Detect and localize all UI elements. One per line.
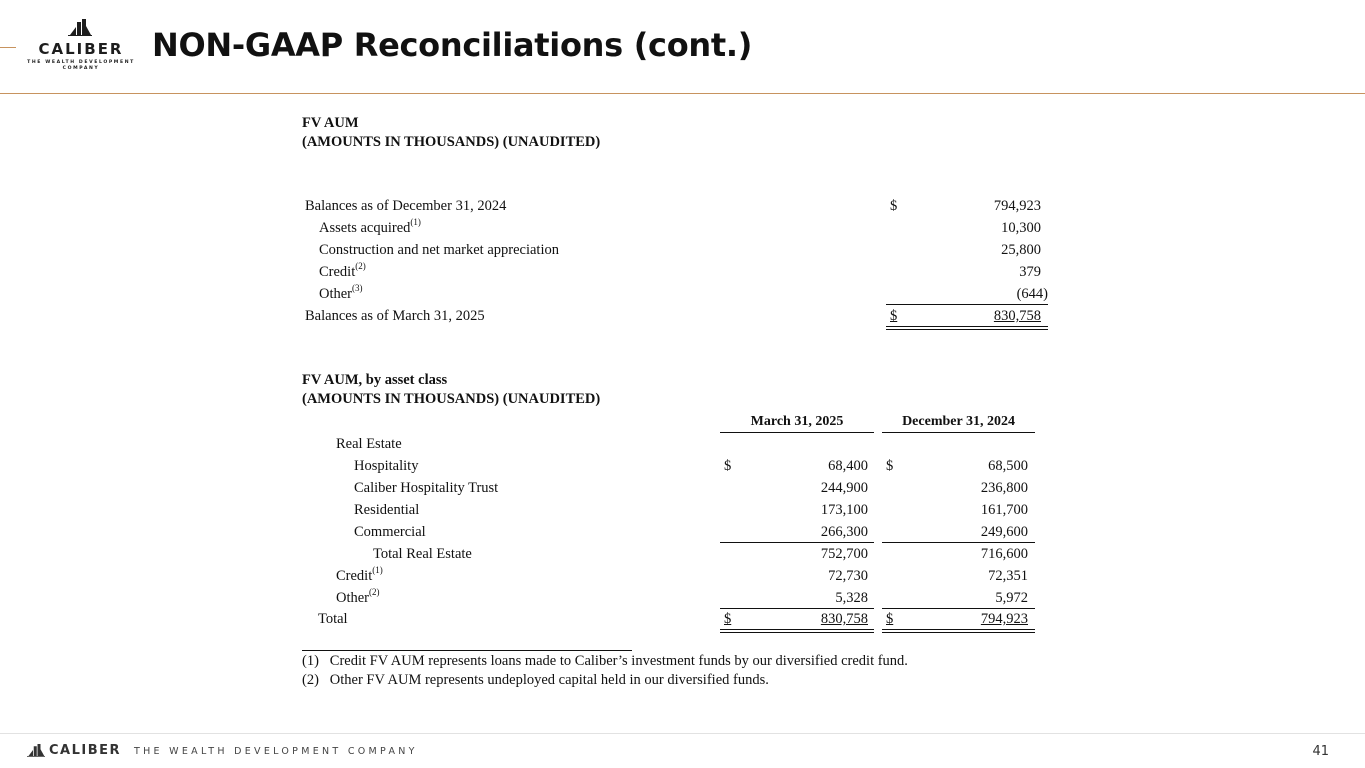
caliber-logo xyxy=(22,18,140,74)
table-cell-march: 266,300 xyxy=(820,524,868,540)
total-double-rule-bottom xyxy=(720,632,874,633)
section2-title xyxy=(302,371,600,409)
logo-tagline xyxy=(22,60,140,72)
table-row-label: Credit$^{(2)}$ xyxy=(319,261,366,280)
table-cell-value: (644) xyxy=(1016,286,1048,302)
table-row-label: Total Real Estate xyxy=(373,546,472,562)
subtotal-rule xyxy=(886,304,1048,305)
total-double-rule-top xyxy=(720,629,874,630)
table-row-label: Construction and net market appreciation xyxy=(319,242,559,258)
currency-symbol: $ xyxy=(886,611,894,627)
footnote-ref: (1) xyxy=(410,217,421,228)
table-cell-march: 5,328 xyxy=(835,590,868,606)
caliber-building-logo-icon xyxy=(27,743,45,757)
table-cell-value: 10,300 xyxy=(1001,220,1041,236)
table-cell-december: 716,600 xyxy=(980,546,1028,562)
footnote-1: (1) Credit FV AUM represents loans made to Caliber’s investment funds by our diversified credit fund. xyxy=(302,653,908,669)
footnote-ref: (2) xyxy=(355,261,366,272)
table-row-label: Hospitality xyxy=(354,458,419,474)
table-cell-december: 161,700 xyxy=(980,502,1028,518)
table-cell-march: 72,730 xyxy=(828,568,868,584)
logo-tagline-line1: THE WEALTH DEVELOPMENT xyxy=(27,60,135,65)
table-row-label: Commercial xyxy=(354,524,426,540)
total-double-rule-top xyxy=(882,629,1035,630)
section2-title-line1: FV AUM, by asset class xyxy=(302,372,448,388)
column-header-rule xyxy=(882,432,1035,433)
currency-symbol: $ xyxy=(886,458,894,474)
table-row-label: Other$^{(2)}$ xyxy=(336,587,380,606)
subtotal-rule xyxy=(882,608,1035,609)
column-header-march: March 31, 2025 xyxy=(750,414,844,429)
footnote-ref: (3) xyxy=(352,283,363,294)
currency-symbol: $ xyxy=(890,308,898,324)
table-cell-december: 72,351 xyxy=(988,568,1028,584)
footnote-2: (2) Other FV AUM represents undeployed capital held in our diversified funds. xyxy=(302,672,769,688)
currency-symbol: $ xyxy=(724,458,732,474)
table-cell-march: 68,400 xyxy=(828,458,868,474)
section1-title xyxy=(302,114,600,152)
table-row-label: Other$^{(3)}$ xyxy=(319,283,363,302)
page-number: 41 xyxy=(1312,744,1329,759)
table-cell-december: 236,800 xyxy=(980,480,1028,496)
total-double-rule-bottom xyxy=(886,329,1048,330)
table-cell-value: 794,923 xyxy=(993,198,1041,214)
subtotal-rule xyxy=(720,542,874,543)
logo-wordmark: CALIBER xyxy=(38,40,124,58)
logo-tagline-line2: COMPANY xyxy=(62,66,100,71)
table-cell-march: 244,900 xyxy=(820,480,868,496)
column-header-rule xyxy=(720,432,874,433)
currency-symbol: $ xyxy=(724,611,732,627)
total-double-rule-bottom xyxy=(882,632,1035,633)
table-cell-value: 25,800 xyxy=(1001,242,1041,258)
footnote-separator xyxy=(302,650,632,651)
table-row-label: Balances as of December 31, 2024 xyxy=(305,198,507,214)
footnote-ref: (2) xyxy=(369,587,380,598)
table-cell-december: 68,500 xyxy=(988,458,1028,474)
table-cell-value: 830,758 xyxy=(993,308,1041,324)
table-row-label: Balances as of March 31, 2025 xyxy=(305,308,485,324)
footer-tagline: THE WEALTH DEVELOPMENT COMPANY xyxy=(134,746,418,757)
footer-brand: CALIBER xyxy=(49,743,122,758)
total-double-rule-top xyxy=(886,326,1048,327)
page-title: NON-GAAP Reconciliations (cont.) xyxy=(152,26,753,64)
table-row-label: Total xyxy=(318,611,348,627)
currency-symbol: $ xyxy=(890,198,898,214)
header-accent-line xyxy=(0,47,16,48)
caliber-building-logo-icon xyxy=(68,18,92,36)
table-cell-march: 830,758 xyxy=(820,611,868,627)
table-cell-value: 379 xyxy=(1019,264,1041,280)
table-cell-december: 249,600 xyxy=(980,524,1028,540)
subtotal-rule xyxy=(882,542,1035,543)
column-header-december: December 31, 2024 xyxy=(902,414,1015,429)
table-row-label: Assets acquired$^{(1)}$ xyxy=(319,217,421,236)
header-divider xyxy=(0,93,1365,94)
section1-title-line1: FV AUM xyxy=(302,115,359,131)
table-cell-december: 5,972 xyxy=(995,590,1028,606)
subtotal-rule xyxy=(720,608,874,609)
table-cell-march: 173,100 xyxy=(820,502,868,518)
section1-title-line2: (AMOUNTS IN THOUSANDS) (UNAUDITED) xyxy=(302,134,601,150)
table-row-label: Credit$^{(1)}$ xyxy=(336,565,383,584)
section2-title-line2: (AMOUNTS IN THOUSANDS) (UNAUDITED) xyxy=(302,391,601,407)
table-row-label: Caliber Hospitality Trust xyxy=(354,480,499,496)
table-cell-december: 794,923 xyxy=(980,611,1028,627)
table-row-label: Real Estate xyxy=(336,436,402,452)
table-cell-march: 752,700 xyxy=(820,546,868,562)
table-row-label: Residential xyxy=(354,502,420,518)
footnote-ref: (1) xyxy=(372,565,383,576)
footer-divider xyxy=(0,733,1365,734)
